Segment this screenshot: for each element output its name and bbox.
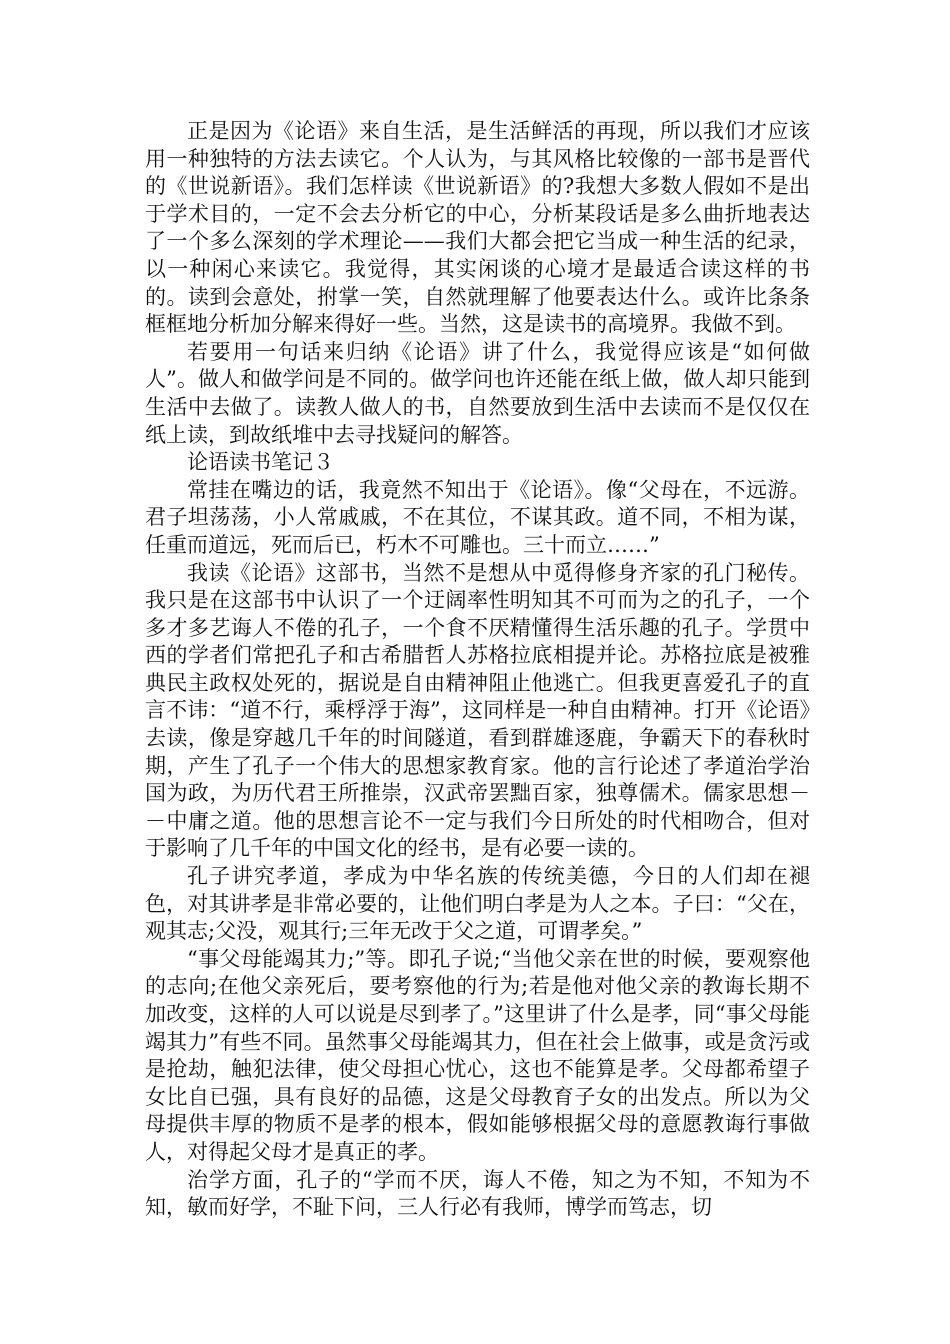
paragraph: 若要用一句话来归纳《论语》讲了什么，我觉得应该是“如何做人”。做人和做学问是不同的。做学问也许还能在纸上做，做人却只能到生活中去做了。读教人做人的书，自然要放到生活中去读而不是仅仅在纸上读，到故纸堆中去寻找疑问的解答。	[145, 339, 810, 447]
paragraph: 正是因为《论语》来自生活，是生活鲜活的再现，所以我们才应该用一种独特的方法去读它。个人认为，与其风格比较像的一部书是晋代的《世说新语》。我们怎样读《世说新语》的?我想大多数人假如不是出于学术目的，一定不会去分析它的中心，分析某段话是多么曲折地表达了一个多么深刻的学术理论——我们大都会把它当成一种生活的纪录，以一种闲心来读它。我觉得，其实闲谈的心境才是最适合读这样的书的。读到会意处，拊掌一笑，自然就理解了他要表达什么。或许比条条框框地分析加分解来得好一些。当然，这是读书的高境界。我做不到。	[145, 119, 810, 337]
paragraph: 孔子讲究孝道，孝成为中华名族的传统美德，今日的人们却在褪色，对其讲孝是非常必要的，让他们明白孝是为人之本。子曰：“父在，观其志;父没，观其行;三年无改于父之道，可谓孝矣。”	[145, 864, 810, 944]
section-heading: 论语读书笔记３	[187, 450, 334, 475]
document-page	[145, 118, 810, 1222]
paragraph: 常挂在嘴边的话，我竟然不知出于《论语》。像“父母在，不远游。君子坦荡荡，小人常戚戚，不在其位，不谋其政。道不同，不相为谋，任重而道远，死而后已，朽木不可雕也。三十而立……”	[145, 477, 810, 557]
paragraph: “事父母能竭其力;”等。即孔子说;“当他父亲在世的时候，要观察他的志向;在他父亲死后，要考察他的行为;若是他对他父亲的教诲长期不加改变，这样的人可以说是尽到孝了。”这里讲了什么是孝，同“事父母能竭其力”有些不同。虽然事父母能竭其力，但在社会上做事，或是贪污或是抢劫，触犯法律，使父母担心忧心，这也不能算是孝。父母都希望子女比自已强，具有良好的品德，这是父母教育子女的出发点。所以为父母提供丰厚的物质不是孝的根本，假如能够根据父母的意愿教诲行事做人，对得起父母才是真正的孝。	[145, 946, 810, 1164]
paragraph: 我读《论语》这部书，当然不是想从中觅得修身齐家的孔门秘传。我只是在这部书中认识了一个迂阔率性明知其不可而为之的孔子，一个多才多艺诲人不倦的孔子，一个食不厌精懂得生活乐趣的孔子。学贯中西的学者们常把孔子和古希腊哲人苏格拉底相提并论。苏格拉底是被雅典民主政权处死的，据说是自由精神阻止他逃亡。但我更喜爱孔子的直言不讳：“道不行，乘桴浮于海”，这同样是一种自由精神。打开《论语》去读，像是穿越几千年的时间隧道，看到群雄逐鹿，争霸天下的春秋时期，产生了孔子一个伟大的思想家教育家。他的言行论述了孝道治学治国为政，为历代君王所推崇，汉武帝罢黜百家，独尊儒术。儒家思想－－中庸之道。他的思想言论不一定与我们今日所处的时代相吻合，但对于影响了几千年的中国文化的经书，是有必要一读的。	[145, 560, 810, 861]
paragraph: 治学方面，孔子的“学而不厌，诲人不倦，知之为不知，不知为不知，敏而好学，不耻下问，三人行必有我师，博学而笃志，切	[145, 1167, 810, 1220]
